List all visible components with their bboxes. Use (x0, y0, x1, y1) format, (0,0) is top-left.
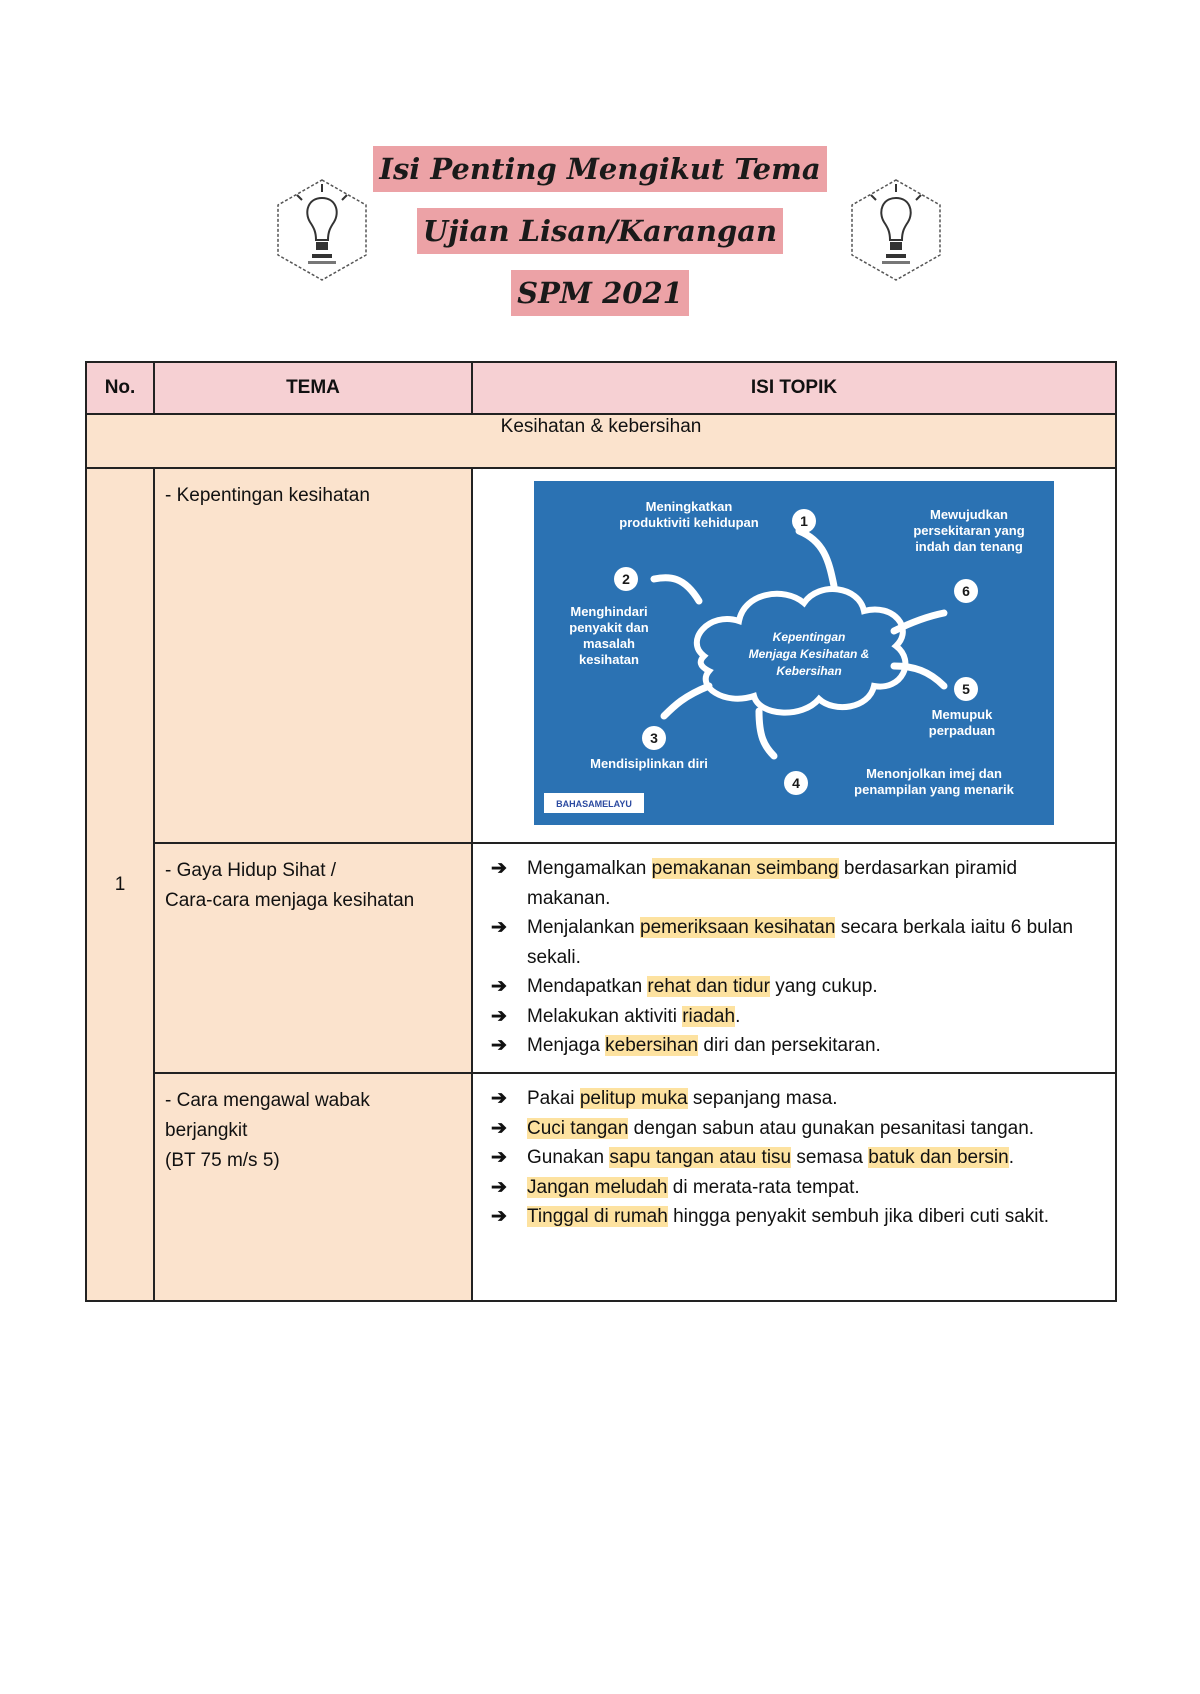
list-item (491, 1173, 1105, 1203)
highlighted-text: riadah (682, 1005, 736, 1027)
arrow-right-icon: ➔ (491, 1117, 507, 1139)
highlighted-text: Cuci tangan (527, 1117, 629, 1139)
health-benefits-diagram (534, 481, 1054, 825)
page-title-line-2: Ujian Lisan/Karangan (0, 208, 1200, 254)
arrow-right-icon: ➔ (491, 1005, 507, 1027)
table-header-row (86, 362, 1116, 414)
diagram-item-text: penyakit dan (569, 620, 649, 635)
table-row (86, 843, 1116, 1073)
arrow-right-icon: ➔ (491, 976, 507, 997)
list-item (491, 1202, 1105, 1232)
arrow-right-icon: ➔ (491, 1035, 507, 1056)
diagram-item-text: Menonjolkan imej dan (866, 766, 1002, 781)
highlighted-text: pemeriksaan kesihatan (640, 917, 836, 938)
number-badge-label: 4 (792, 775, 800, 791)
tema-cell (154, 468, 472, 843)
highlighted-text: sapu tangan atau tisu (609, 1147, 792, 1168)
isi-cell-points (472, 843, 1116, 1073)
point-text: Mengamalkan (527, 858, 652, 879)
point-text: semasa (791, 1147, 869, 1168)
arrow-right-icon: ➔ (491, 858, 507, 879)
diagram-center-text: Menjaga Kesihatan & (748, 647, 870, 661)
point-text: Menjalankan (527, 917, 641, 938)
diagram-item-text: perpaduan (928, 723, 996, 738)
number-badge-label: 3 (650, 730, 658, 746)
topic-table (85, 361, 1117, 1302)
highlighted-text: batuk dan bersin (868, 1147, 1009, 1168)
point-text: hingga penyakit sembuh jika diberi cuti sakit. (667, 1206, 1050, 1227)
source-badge-label: BAHASAMELAYU (556, 799, 632, 809)
diagram-item-text: produktiviti kehidupan (619, 515, 759, 530)
number-badge-label: 1 (800, 513, 808, 529)
point-text: sepanjang masa. (687, 1088, 838, 1109)
arrow-right-icon: ➔ (491, 1088, 507, 1109)
tema-text: (BT 75 m/s 5) (165, 1150, 280, 1171)
diagram-center-text: Kebersihan (776, 664, 842, 678)
point-text: dengan sabun atau gunakan pesanitasi tangan. (628, 1117, 1035, 1139)
arrow-right-icon: ➔ (491, 1206, 507, 1227)
tema-text: - Kepentingan kesihatan (165, 485, 370, 506)
list-item (491, 913, 1105, 972)
point-text: Melakukan aktiviti (527, 1005, 683, 1027)
list-item (491, 1002, 1105, 1032)
arrow-right-icon: ➔ (491, 1176, 507, 1198)
diagram-item-text: kesihatan (579, 652, 639, 667)
isi-cell-points (472, 1073, 1116, 1301)
row-number: 1 (86, 468, 154, 1301)
list-item (491, 1143, 1105, 1173)
diagram-item-text: masalah (582, 636, 636, 651)
header-tema: TEMA (154, 362, 472, 414)
diagram-item-text: indah dan tenang (915, 539, 1023, 554)
point-text: . (735, 1005, 741, 1027)
diagram-center-text: Kepentingan (772, 630, 846, 644)
list-item (491, 1031, 1105, 1061)
isi-cell-diagram (472, 468, 1116, 843)
point-text: Pakai (527, 1088, 580, 1109)
list-item (491, 1114, 1105, 1144)
tema-text: - Gaya Hidup Sihat / (165, 860, 337, 881)
highlighted-text: Jangan meludah (527, 1176, 668, 1198)
page-title-line-1: Isi Penting Mengikut Tema (0, 146, 1200, 192)
arrow-right-icon: ➔ (491, 1147, 507, 1168)
number-badge-label: 2 (622, 571, 630, 587)
tema-text: - Cara mengawal wabak (165, 1090, 370, 1111)
highlighted-text: pemakanan seimbang (651, 858, 839, 879)
highlighted-text: rehat dan tidur (647, 976, 770, 997)
point-text: Mendapatkan (527, 976, 648, 997)
header-no: No. (86, 362, 154, 414)
list-item (491, 854, 1105, 913)
tema-cell (154, 843, 472, 1073)
highlighted-text: kebersihan (605, 1035, 699, 1056)
point-text: yang cukup. (769, 976, 878, 997)
point-text: Menjaga (527, 1035, 606, 1056)
section-row (86, 414, 1116, 468)
table-row (86, 1073, 1116, 1301)
points-list (491, 854, 1105, 1061)
number-badge-label: 5 (962, 681, 970, 697)
tema-text: berjangkit (165, 1120, 248, 1141)
point-text: secara berkala iaitu 6 bulan sekali. (527, 917, 1074, 968)
list-item (491, 972, 1105, 1002)
diagram-item-text: Meningkatkan (645, 499, 733, 514)
diagram-item-text: Menghindari (570, 604, 648, 619)
diagram-item-text: Memupuk (931, 707, 993, 722)
table-row (86, 468, 1116, 843)
page-title-line-3: SPM 2021 (0, 270, 1200, 316)
header-isi-topik: ISI TOPIK (472, 362, 1116, 414)
highlighted-text: pelitup muka (579, 1088, 688, 1109)
point-text: diri dan persekitaran. (698, 1035, 881, 1056)
point-text: . (1008, 1147, 1014, 1168)
highlighted-text: Tinggal di rumah (527, 1206, 668, 1227)
tema-cell (154, 1073, 472, 1301)
diagram-item-text: penampilan yang menarik (854, 782, 1014, 797)
arrow-right-icon: ➔ (491, 917, 507, 938)
list-item (491, 1084, 1105, 1114)
number-badge-label: 6 (962, 583, 970, 599)
diagram-item-text: persekitaran yang (913, 523, 1025, 538)
point-text: di merata-rata tempat. (667, 1176, 860, 1198)
points-list (491, 1084, 1105, 1232)
point-text: berdasarkan piramid makanan. (527, 858, 1018, 909)
point-text: Gunakan (527, 1147, 610, 1168)
tema-text: Cara-cara menjaga kesihatan (165, 890, 415, 911)
diagram-item-text: Mendisiplinkan diri (590, 756, 708, 771)
section-title: Kesihatan & kebersihan (86, 414, 1116, 468)
diagram-item-text: Mewujudkan (929, 507, 1009, 522)
